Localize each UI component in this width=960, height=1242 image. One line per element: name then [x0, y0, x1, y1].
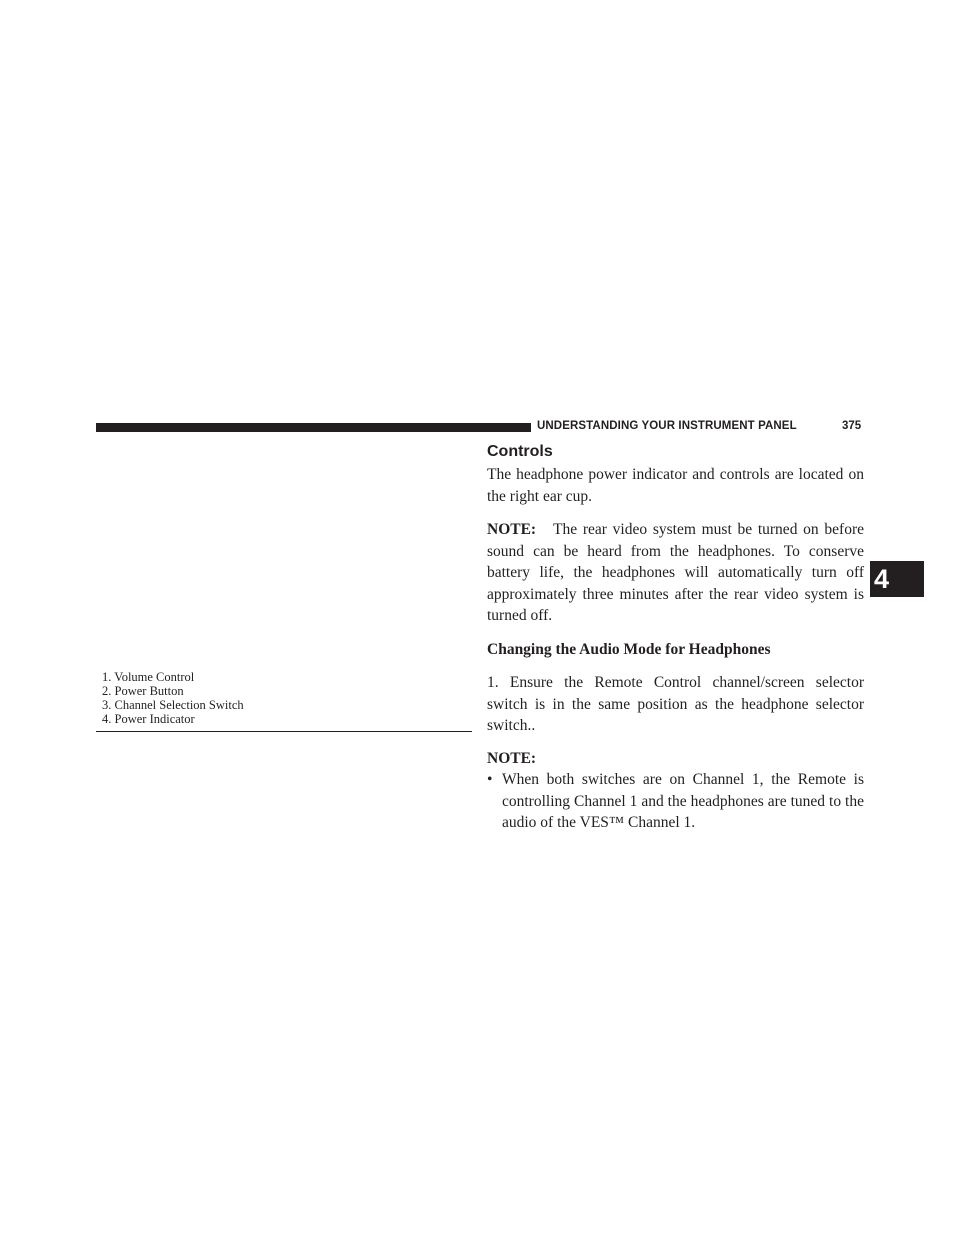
caption-item-channel-switch: 3. Channel Selection Switch	[102, 698, 244, 712]
note-paragraph	[487, 519, 864, 627]
running-title: UNDERSTANDING YOUR INSTRUMENT PANEL	[537, 420, 797, 432]
subheading: Changing the Audio Mode for Headphones	[487, 640, 771, 658]
note-text: The rear video system must be turned on before sound can be heard from the headphones. To conserve battery life, the headphones will automatically turn off approximately three minutes after the rear video system is turned off.	[487, 521, 864, 624]
section-heading: Controls	[487, 443, 553, 460]
main-column	[487, 440, 864, 834]
bullet-icon: •	[487, 771, 493, 788]
note-label: NOTE:	[487, 521, 537, 538]
caption-item-power-indicator: 4. Power Indicator	[102, 712, 195, 726]
caption-item-power-button: 2. Power Button	[102, 684, 184, 698]
bullet-text: When both switches are on Channel 1, the Remote is controlling Channel 1 and the headphones are tuned to the audio of the VES™ Channel 1.	[502, 771, 864, 831]
caption-divider	[96, 731, 472, 732]
intro-paragraph: The headphone power indicator and controls are located on the right ear cup.	[487, 466, 864, 505]
step-paragraph: 1. Ensure the Remote Control channel/screen selector switch is in the same position as the headphone selector switch..	[487, 674, 864, 734]
note-label-2	[487, 748, 864, 770]
header-rule-bar	[96, 423, 531, 432]
note-label: NOTE:	[487, 749, 537, 767]
chapter-tab: 4	[870, 561, 924, 597]
bullet-item	[487, 769, 864, 834]
caption-item-volume-control: 1. Volume Control	[102, 670, 195, 684]
page-number: 375	[842, 420, 862, 432]
figure-caption	[102, 670, 244, 726]
